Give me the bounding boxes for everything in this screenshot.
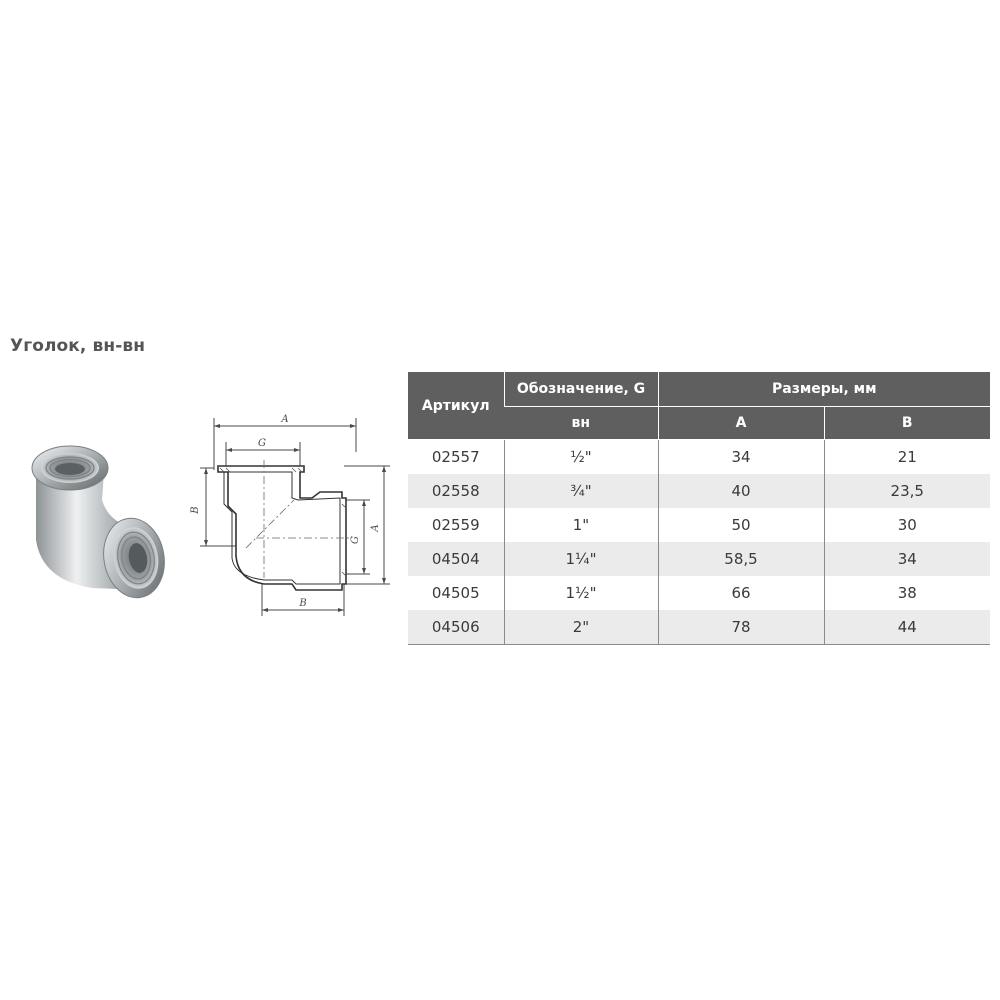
cell-a: 78	[658, 610, 824, 645]
cell-article: 04506	[408, 610, 504, 645]
cell-article: 02557	[431, 448, 480, 466]
spec-table	[408, 372, 990, 645]
cell-b: 21	[824, 440, 990, 475]
table-row	[408, 440, 990, 475]
cell-article: 02559	[431, 516, 480, 534]
cell-b: 44	[824, 610, 990, 645]
cell-b: 30	[824, 508, 990, 542]
label-b-left: B	[190, 506, 201, 514]
table-row	[408, 508, 990, 542]
cell-a: 50	[658, 508, 824, 542]
cell-b: 38	[824, 576, 990, 610]
cell-g: 1½"	[504, 576, 658, 610]
cell-g: 1¼"	[504, 542, 658, 576]
header-article: Артикул	[408, 372, 504, 440]
technical-drawing	[180, 408, 400, 628]
label-g-right: G	[350, 536, 361, 544]
label-a-top: A	[281, 414, 289, 425]
table-row	[408, 542, 990, 576]
table-row	[408, 576, 990, 610]
cell-b: 23,5	[824, 474, 990, 508]
cell-a: 34	[658, 440, 824, 475]
cell-g: ½"	[504, 440, 658, 475]
cell-a: 40	[658, 474, 824, 508]
cell-article: 04505	[431, 584, 480, 602]
cell-g: 1"	[504, 508, 658, 542]
header-dimensions: Размеры, мм	[658, 372, 990, 407]
cell-g: ¾"	[504, 474, 658, 508]
page-title: Уголок, вн-вн	[10, 336, 146, 356]
label-b-bottom: B	[299, 598, 307, 609]
table-row	[408, 610, 990, 645]
label-g-top: G	[258, 438, 266, 449]
cell-b: 34	[824, 542, 990, 576]
cell-g: 2"	[504, 610, 658, 645]
cell-article: 02558	[408, 474, 504, 508]
header-designation-sub: вн	[504, 407, 658, 440]
header-designation: Обозначение, G	[504, 372, 658, 407]
header-dim-b: B	[824, 407, 990, 440]
elbow-fitting-photo	[22, 430, 172, 610]
cell-a: 58,5	[658, 542, 824, 576]
cell-a: 66	[658, 576, 824, 610]
header-dim-a: A	[658, 407, 824, 440]
label-a-right: A	[370, 524, 381, 532]
table-row	[408, 474, 990, 508]
cell-article: 04504	[408, 542, 504, 576]
